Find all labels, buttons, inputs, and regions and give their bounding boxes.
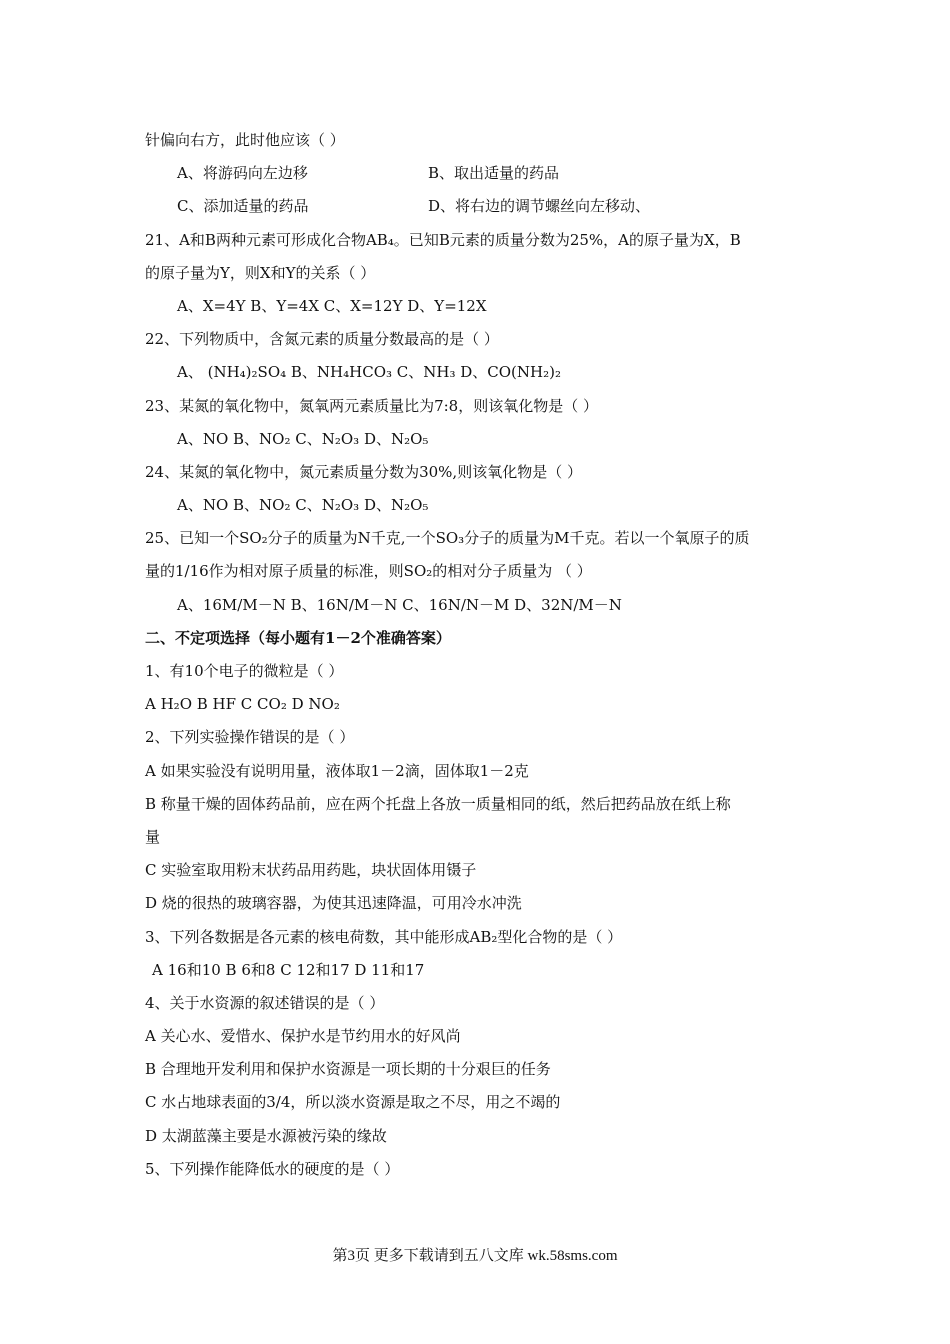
option-text: C 实验室取用粉末状药品用药匙，块状固体用镊子 [145,861,477,880]
question-21: 21、A和B两种元素可形成化合物AB₄。已知B元素的质量分数为25%，A的原子量为X，B [145,230,741,249]
options-23: A、NO B、NO₂ C、N₂O₃ D、N₂O₅ [177,429,429,448]
option-text: C 水占地球表面的3/4，所以淡水资源是取之不尽，用之不竭的 [145,1093,561,1112]
options-3: A 16和10 B 6和8 C 12和17 D 11和17 [152,960,425,979]
text-line: 量的1/16作为相对原子质量的标准，则SO₂的相对分子质量为 （ ） [145,562,592,581]
option-text: A 如果实验没有说明用量，液体取1－2滴，固体取1－2克 [145,761,529,780]
option-text: B 称量干燥的固体药品前，应在两个托盘上各放一质量相同的纸，然后把药品放在纸上称 [145,794,731,813]
option-text: 量 [145,827,161,846]
options-25: A、16M/M－N B、16N/M－N C、16N/N－M D、32N/M－N [177,595,622,614]
text-line: 针偏向右方，此时他应该（ ） [145,131,345,149]
question-25: 25、已知一个SO₂分子的质量为N千克,一个SO₃分子的质量为M千克。若以一个氧原子的质 [145,529,750,548]
question-1: 1、有10个电子的微粒是（ ） [145,662,344,680]
option-a: A、将游码向左边移 [177,164,308,183]
option-d: D、将右边的调节螺丝向左移动、 [428,197,651,216]
options-24: A、NO B、NO₂ C、N₂O₃ D、N₂O₅ [177,496,429,515]
page-footer: 第3页 更多下载请到五八文库 wk.58sms.com [332,1248,618,1264]
question-22: 22、下列物质中，含氮元素的质量分数最高的是（ ） [145,330,499,349]
option-text: D 烧的很热的玻璃容器，为使其迅速降温，可用冷水冲洗 [145,894,522,913]
question-3: 3、下列各数据是各元素的核电荷数，其中能形成AB₂型化合物的是（ ） [145,927,623,946]
question-24: 24、某氮的氧化物中，氮元素质量分数为30%,则该氧化物是（ ） [145,462,582,481]
options-21: A、X=4Y B、Y=4X C、X=12Y D、Y=12X [177,296,487,315]
question-2: 2、下列实验操作错误的是（ ） [145,728,355,747]
question-5: 5、下列操作能降低水的硬度的是（ ） [145,1159,400,1178]
option-c: C、添加适量的药品 [177,197,309,216]
section-heading: 二、不定项选择（每小题有1－2个准确答案） [145,628,451,647]
option-text: A 关心水、爱惜水、保护水是节约用水的好风尚 [145,1027,461,1046]
options-22: A、 (NH₄)₂SO₄ B、NH₄HCO₃ C、NH₃ D、CO(NH₂)₂ [177,363,561,382]
question-4: 4、关于水资源的叙述错误的是（ ） [145,993,385,1012]
option-text: D 太湖蓝藻主要是水源被污染的缘故 [145,1126,387,1145]
option-row [145,190,815,223]
option-b: B、取出适量的药品 [428,164,560,183]
option-row [145,157,815,190]
option-text: B 合理地开发利用和保护水资源是一项长期的十分艰巨的任务 [145,1060,551,1079]
options-1: A H₂O B HF C CO₂ D NO₂ [145,695,340,714]
question-23: 23、某氮的氧化物中，氮氧两元素质量比为7:8，则该氧化物是（ ） [145,396,598,415]
text-line: 的原子量为Y，则X和Y的关系（ ） [145,263,376,282]
page-body [145,124,815,1186]
